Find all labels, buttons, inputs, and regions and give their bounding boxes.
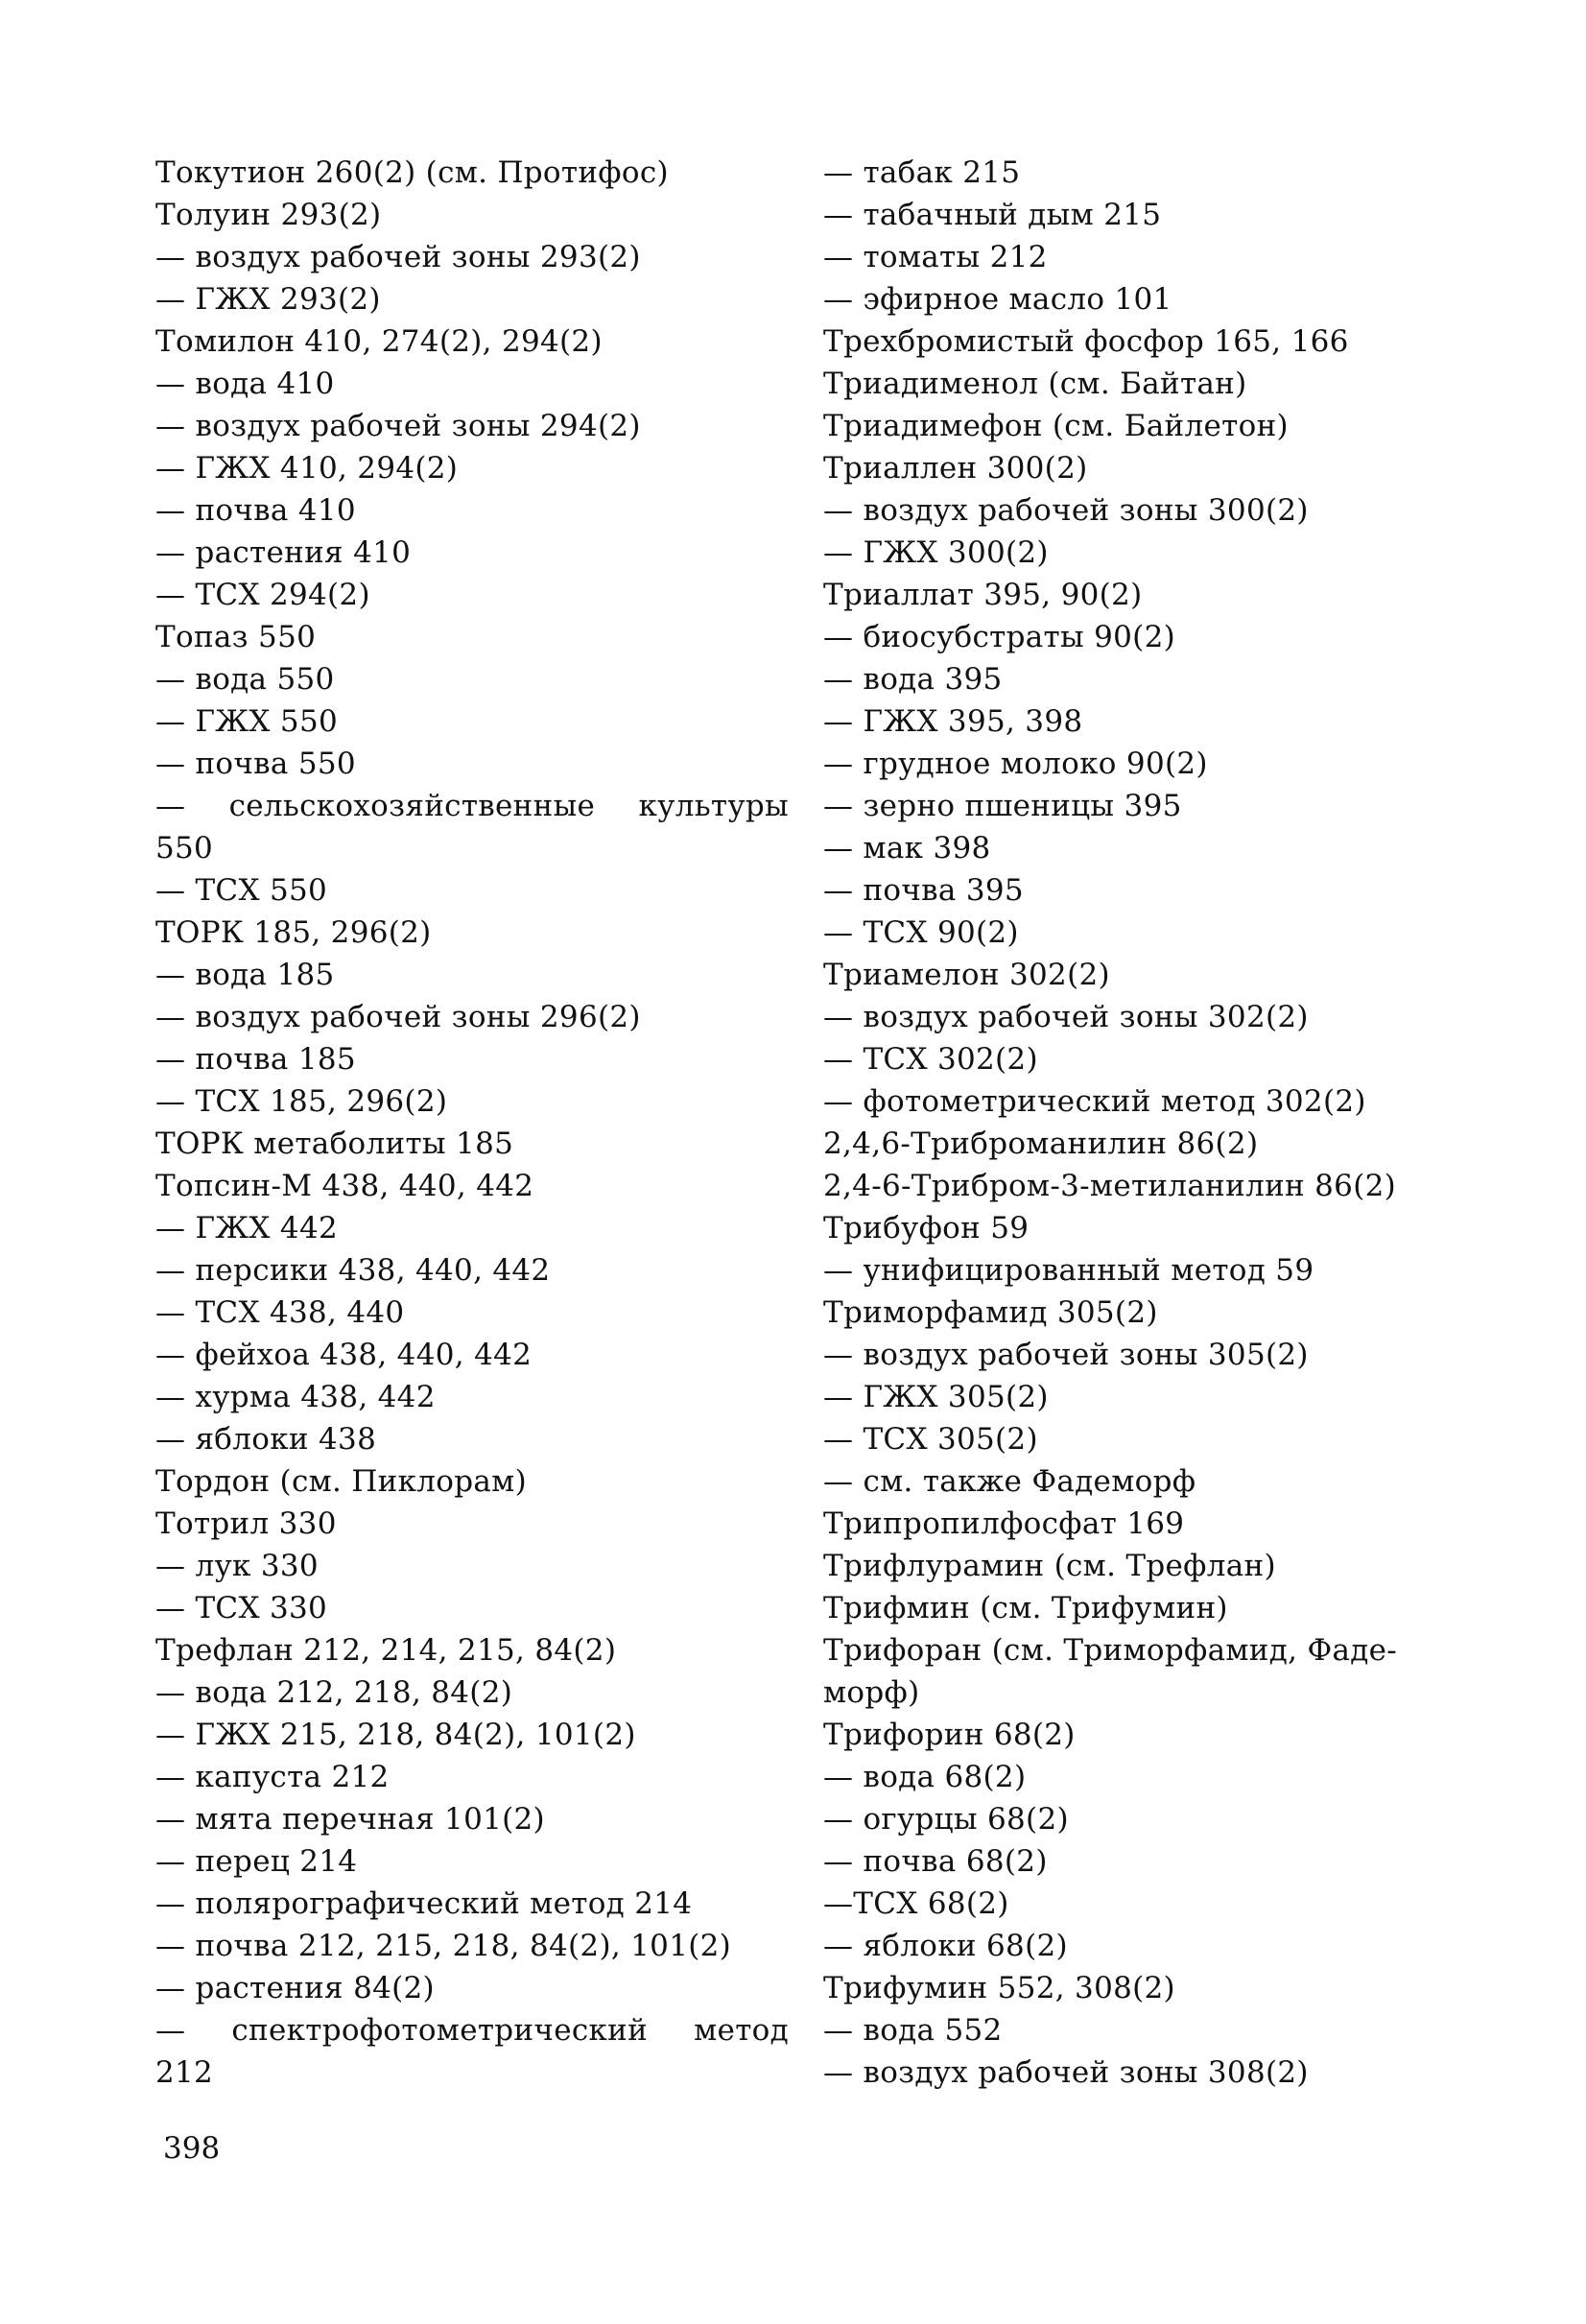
index-entry: Толуин 293(2) [155, 198, 382, 232]
index-entry: — вода 185 [155, 958, 335, 992]
index-entry: Трехбромистый фосфор 165, 166 [823, 324, 1349, 359]
index-entry: — ГЖХ 300(2) [823, 535, 1049, 570]
index-entry: — вода 552 [823, 2013, 1003, 2048]
index-entry: — ТСХ 330 [155, 1591, 328, 1625]
index-entry: — ТСХ 550 [155, 873, 328, 908]
index-entry: — почва 68(2) [823, 1844, 1048, 1879]
index-entry: — почва 212, 215, 218, 84(2), 101(2) [155, 1929, 732, 1963]
index-entry: Токутион 260(2) (см. Протифос) [155, 155, 669, 190]
index-entry: — ТСХ 90(2) [823, 915, 1019, 950]
index-entry: 212 [155, 2055, 214, 2090]
index-entry: Топаз 550 [155, 620, 317, 654]
index-entry: — полярографический метод 214 [155, 1886, 693, 1921]
index-entry: — ТСХ 438, 440 [155, 1295, 405, 1330]
index-entry: — томаты 212 [823, 240, 1048, 274]
index-entry: — лук 330 [155, 1549, 319, 1583]
index-entry: Трифлурамин (см. Трефлан) [823, 1549, 1276, 1583]
index-entry: — вода 550 [155, 662, 335, 697]
index-entry: Трипропилфосфат 169 [823, 1506, 1185, 1541]
index-entry: 2,4,6-Триброманилин 86(2) [823, 1126, 1259, 1161]
index-entry: — воздух рабочей зоны 300(2) [823, 493, 1309, 528]
index-entry: Трифмин (см. Трифумин) [823, 1591, 1228, 1625]
index-entry: — мак 398 [823, 831, 991, 866]
index-entry: — ГЖХ 395, 398 [823, 704, 1083, 739]
index-entry: — см. также Фадеморф [823, 1464, 1196, 1499]
page-number: 398 [163, 2131, 221, 2166]
index-entry: Триморфамид 305(2) [823, 1295, 1158, 1330]
index-entry: — ГЖХ 442 [155, 1211, 339, 1245]
index-entry: Трефлан 212, 214, 215, 84(2) [155, 1633, 617, 1668]
index-entry: — воздух рабочей зоны 305(2) [823, 1338, 1309, 1372]
index-entry: — почва 410 [155, 493, 356, 528]
index-entry: Триадимефон (см. Байлетон) [823, 409, 1289, 443]
index-entry: — грудное молоко 90(2) [823, 747, 1208, 781]
index-entry: — персики 438, 440, 442 [155, 1253, 551, 1288]
index-entry: — яблоки 68(2) [823, 1929, 1068, 1963]
index-entry: — капуста 212 [155, 1760, 390, 1794]
index-entry: — растения 84(2) [155, 1971, 435, 2005]
index-entry: ТОРК 185, 296(2) [155, 915, 432, 950]
index-entry: — спектрофотометрический метод [155, 2013, 789, 2048]
index-entry: Топсин-М 438, 440, 442 [155, 1169, 534, 1203]
index-entry: — воздух рабочей зоны 294(2) [155, 409, 641, 443]
index-entry: — ГЖХ 215, 218, 84(2), 101(2) [155, 1718, 636, 1752]
index-entry: — фейхоа 438, 440, 442 [155, 1338, 533, 1372]
index-entry: — ТСХ 294(2) [155, 578, 370, 612]
index-entry: — воздух рабочей зоны 296(2) [155, 1000, 641, 1034]
index-column-left [155, 152, 789, 2094]
index-entry: — сельскохозяйственные культуры [155, 789, 789, 823]
index-entry: морф) [823, 1675, 920, 1710]
index-entry: Трифорин 68(2) [823, 1718, 1076, 1752]
index-entry: Тотрил 330 [155, 1506, 337, 1541]
index-entry: — унифицированный метод 59 [823, 1253, 1314, 1288]
index-entry: Триамелон 302(2) [823, 958, 1110, 992]
index-entry: — фотометрический метод 302(2) [823, 1084, 1366, 1119]
index-entry: Трифумин 552, 308(2) [823, 1971, 1175, 2005]
index-entry: — эфирное масло 101 [823, 282, 1172, 317]
index-entry: — ТСХ 302(2) [823, 1042, 1038, 1077]
index-entry: — биосубстраты 90(2) [823, 620, 1175, 654]
index-entry: 550 [155, 831, 214, 866]
index-entry: — ГЖХ 305(2) [823, 1380, 1049, 1414]
index-entry: — растения 410 [155, 535, 412, 570]
index-entry: Триаллат 395, 90(2) [823, 578, 1143, 612]
index-column-right [823, 152, 1456, 2094]
index-entry: — ТСХ 305(2) [823, 1422, 1038, 1457]
index-entry: — вода 395 [823, 662, 1003, 697]
index-entry: — почва 550 [155, 747, 356, 781]
index-entry: — хурма 438, 442 [155, 1380, 436, 1414]
index-entry: Триадименол (см. Байтан) [823, 367, 1247, 401]
index-entry: — яблоки 438 [155, 1422, 377, 1457]
index-entry: —ТСХ 68(2) [823, 1886, 1009, 1921]
index-entry: — ГЖХ 410, 294(2) [155, 451, 459, 486]
index-entry: — табак 215 [823, 155, 1021, 190]
index-entry: — почва 395 [823, 873, 1024, 908]
index-entry: — зерно пшеницы 395 [823, 789, 1182, 823]
index-entry: — воздух рабочей зоны 308(2) [823, 2055, 1309, 2090]
index-entry: — почва 185 [155, 1042, 356, 1077]
index-entry: Томилон 410, 274(2), 294(2) [155, 324, 603, 359]
index-entry: — мята перечная 101(2) [155, 1802, 545, 1837]
index-entry: — вода 410 [155, 367, 335, 401]
index-entry: Тордон (см. Пиклорам) [155, 1464, 527, 1499]
index-entry: — табачный дым 215 [823, 198, 1162, 232]
index-entry: Трифоран (см. Триморфамид, Фаде- [823, 1633, 1398, 1668]
index-entry: — перец 214 [155, 1844, 358, 1879]
index-entry: ТОРК метаболиты 185 [155, 1126, 514, 1161]
index-entry: 2,4-6-Трибром-3-метиланилин 86(2) [823, 1169, 1397, 1203]
index-entry: — вода 212, 218, 84(2) [155, 1675, 513, 1710]
index-entry: — огурцы 68(2) [823, 1802, 1069, 1837]
index-entry: Трибуфон 59 [823, 1211, 1030, 1245]
index-entry: — воздух рабочей зоны 293(2) [155, 240, 641, 274]
index-entry: — воздух рабочей зоны 302(2) [823, 1000, 1309, 1034]
index-entry: — ГЖХ 293(2) [155, 282, 381, 317]
index-entry: — ГЖХ 550 [155, 704, 339, 739]
index-entry: — ТСХ 185, 296(2) [155, 1084, 448, 1119]
index-entry: — вода 68(2) [823, 1760, 1027, 1794]
index-entry: Триаллен 300(2) [823, 451, 1088, 486]
